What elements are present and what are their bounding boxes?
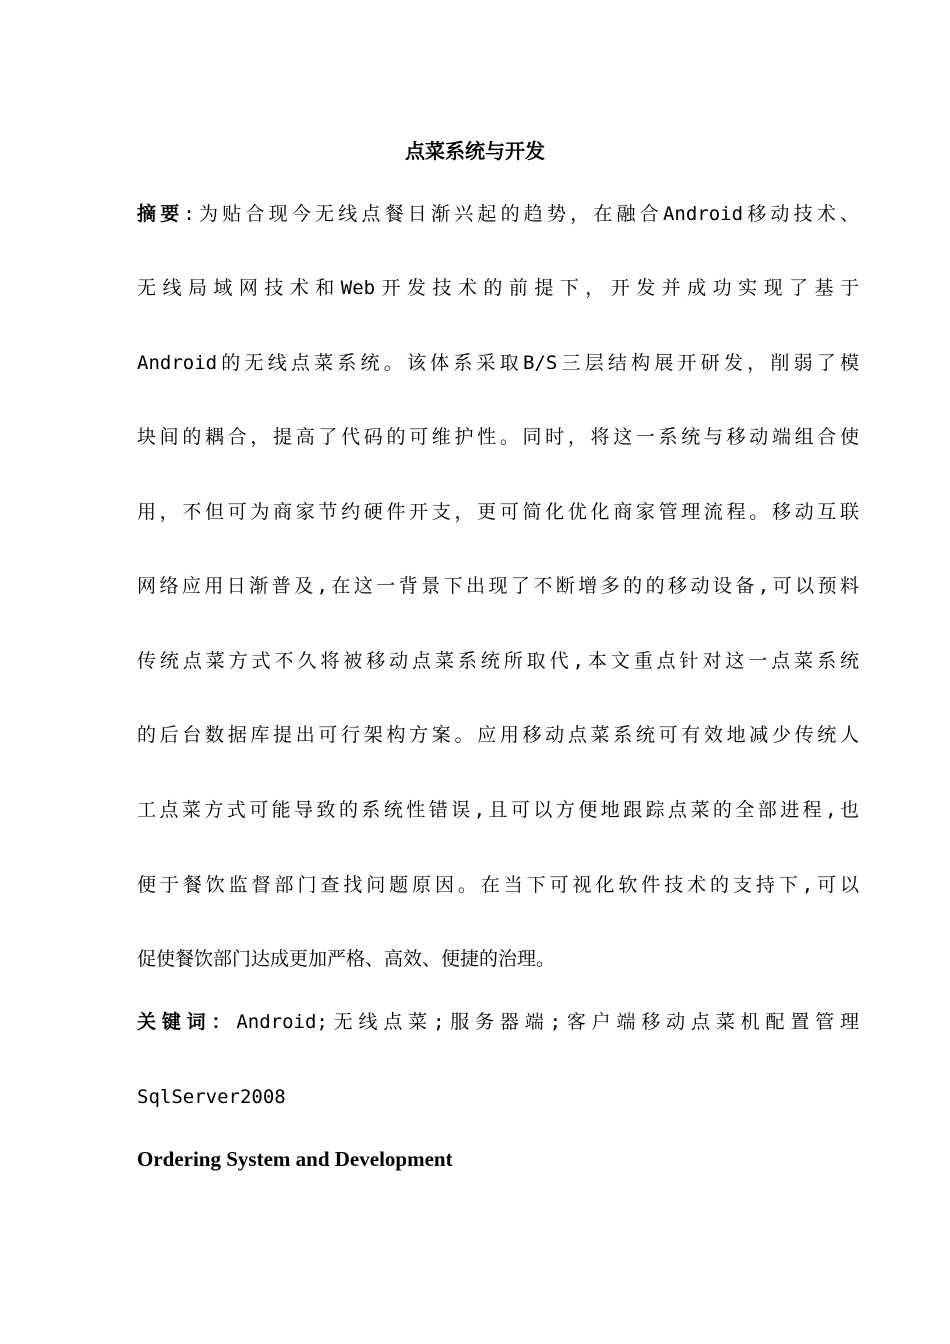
abstract-line: 的后台数据库提出可行架构方案。应用移动点菜系统可有效地减少传统人 — [137, 724, 859, 746]
abstract-line: 块间的耦合，提高了代码的可维护性。同时，将这一系统与移动端组合使 — [137, 426, 859, 448]
abstract-line: 促使餐饮部门达成更加严格、高效、便捷的治理。 — [137, 948, 556, 970]
keywords-text: Android;无线点菜;服务器端;客户端移动点菜机配置管理 — [236, 1011, 859, 1033]
document-title: 点菜系统与开发 — [405, 139, 545, 163]
keywords-label: 关键词： — [137, 1011, 237, 1033]
abstract-line: 网络应用日渐普及,在这一背景下出现了不断增多的的移动设备,可以预料 — [137, 575, 859, 597]
abstract-label: 摘要 — [137, 203, 184, 225]
keywords-line: SqlServer2008 — [137, 1086, 286, 1108]
abstract-line: 工点菜方式可能导致的系统性错误,且可以方便地跟踪点菜的全部进程,也 — [137, 799, 859, 821]
abstract-line: Android的无线点菜系统。该体系采取B/S三层结构展开研发，削弱了模 — [137, 352, 859, 374]
abstract-line — [137, 199, 859, 229]
abstract-line: 无线局域网技术和Web开发技术的前提下，开发并成功实现了基于 — [137, 277, 859, 299]
english-title: Ordering System and Development — [137, 1147, 453, 1171]
abstract-line: 便于餐饮监督部门查找问题原因。在当下可视化软件技术的支持下,可以 — [137, 874, 859, 896]
keywords-line — [137, 1007, 859, 1037]
abstract-line: 用，不但可为商家节约硬件开支，更可简化优化商家管理流程。移动互联 — [137, 501, 859, 523]
abstract-line: 传统点菜方式不久将被移动点菜系统所取代,本文重点针对这一点菜系统 — [137, 650, 859, 672]
abstract-line-text: :为贴合现今无线点餐日渐兴起的趋势，在融合Android移动技术、 — [183, 203, 859, 225]
